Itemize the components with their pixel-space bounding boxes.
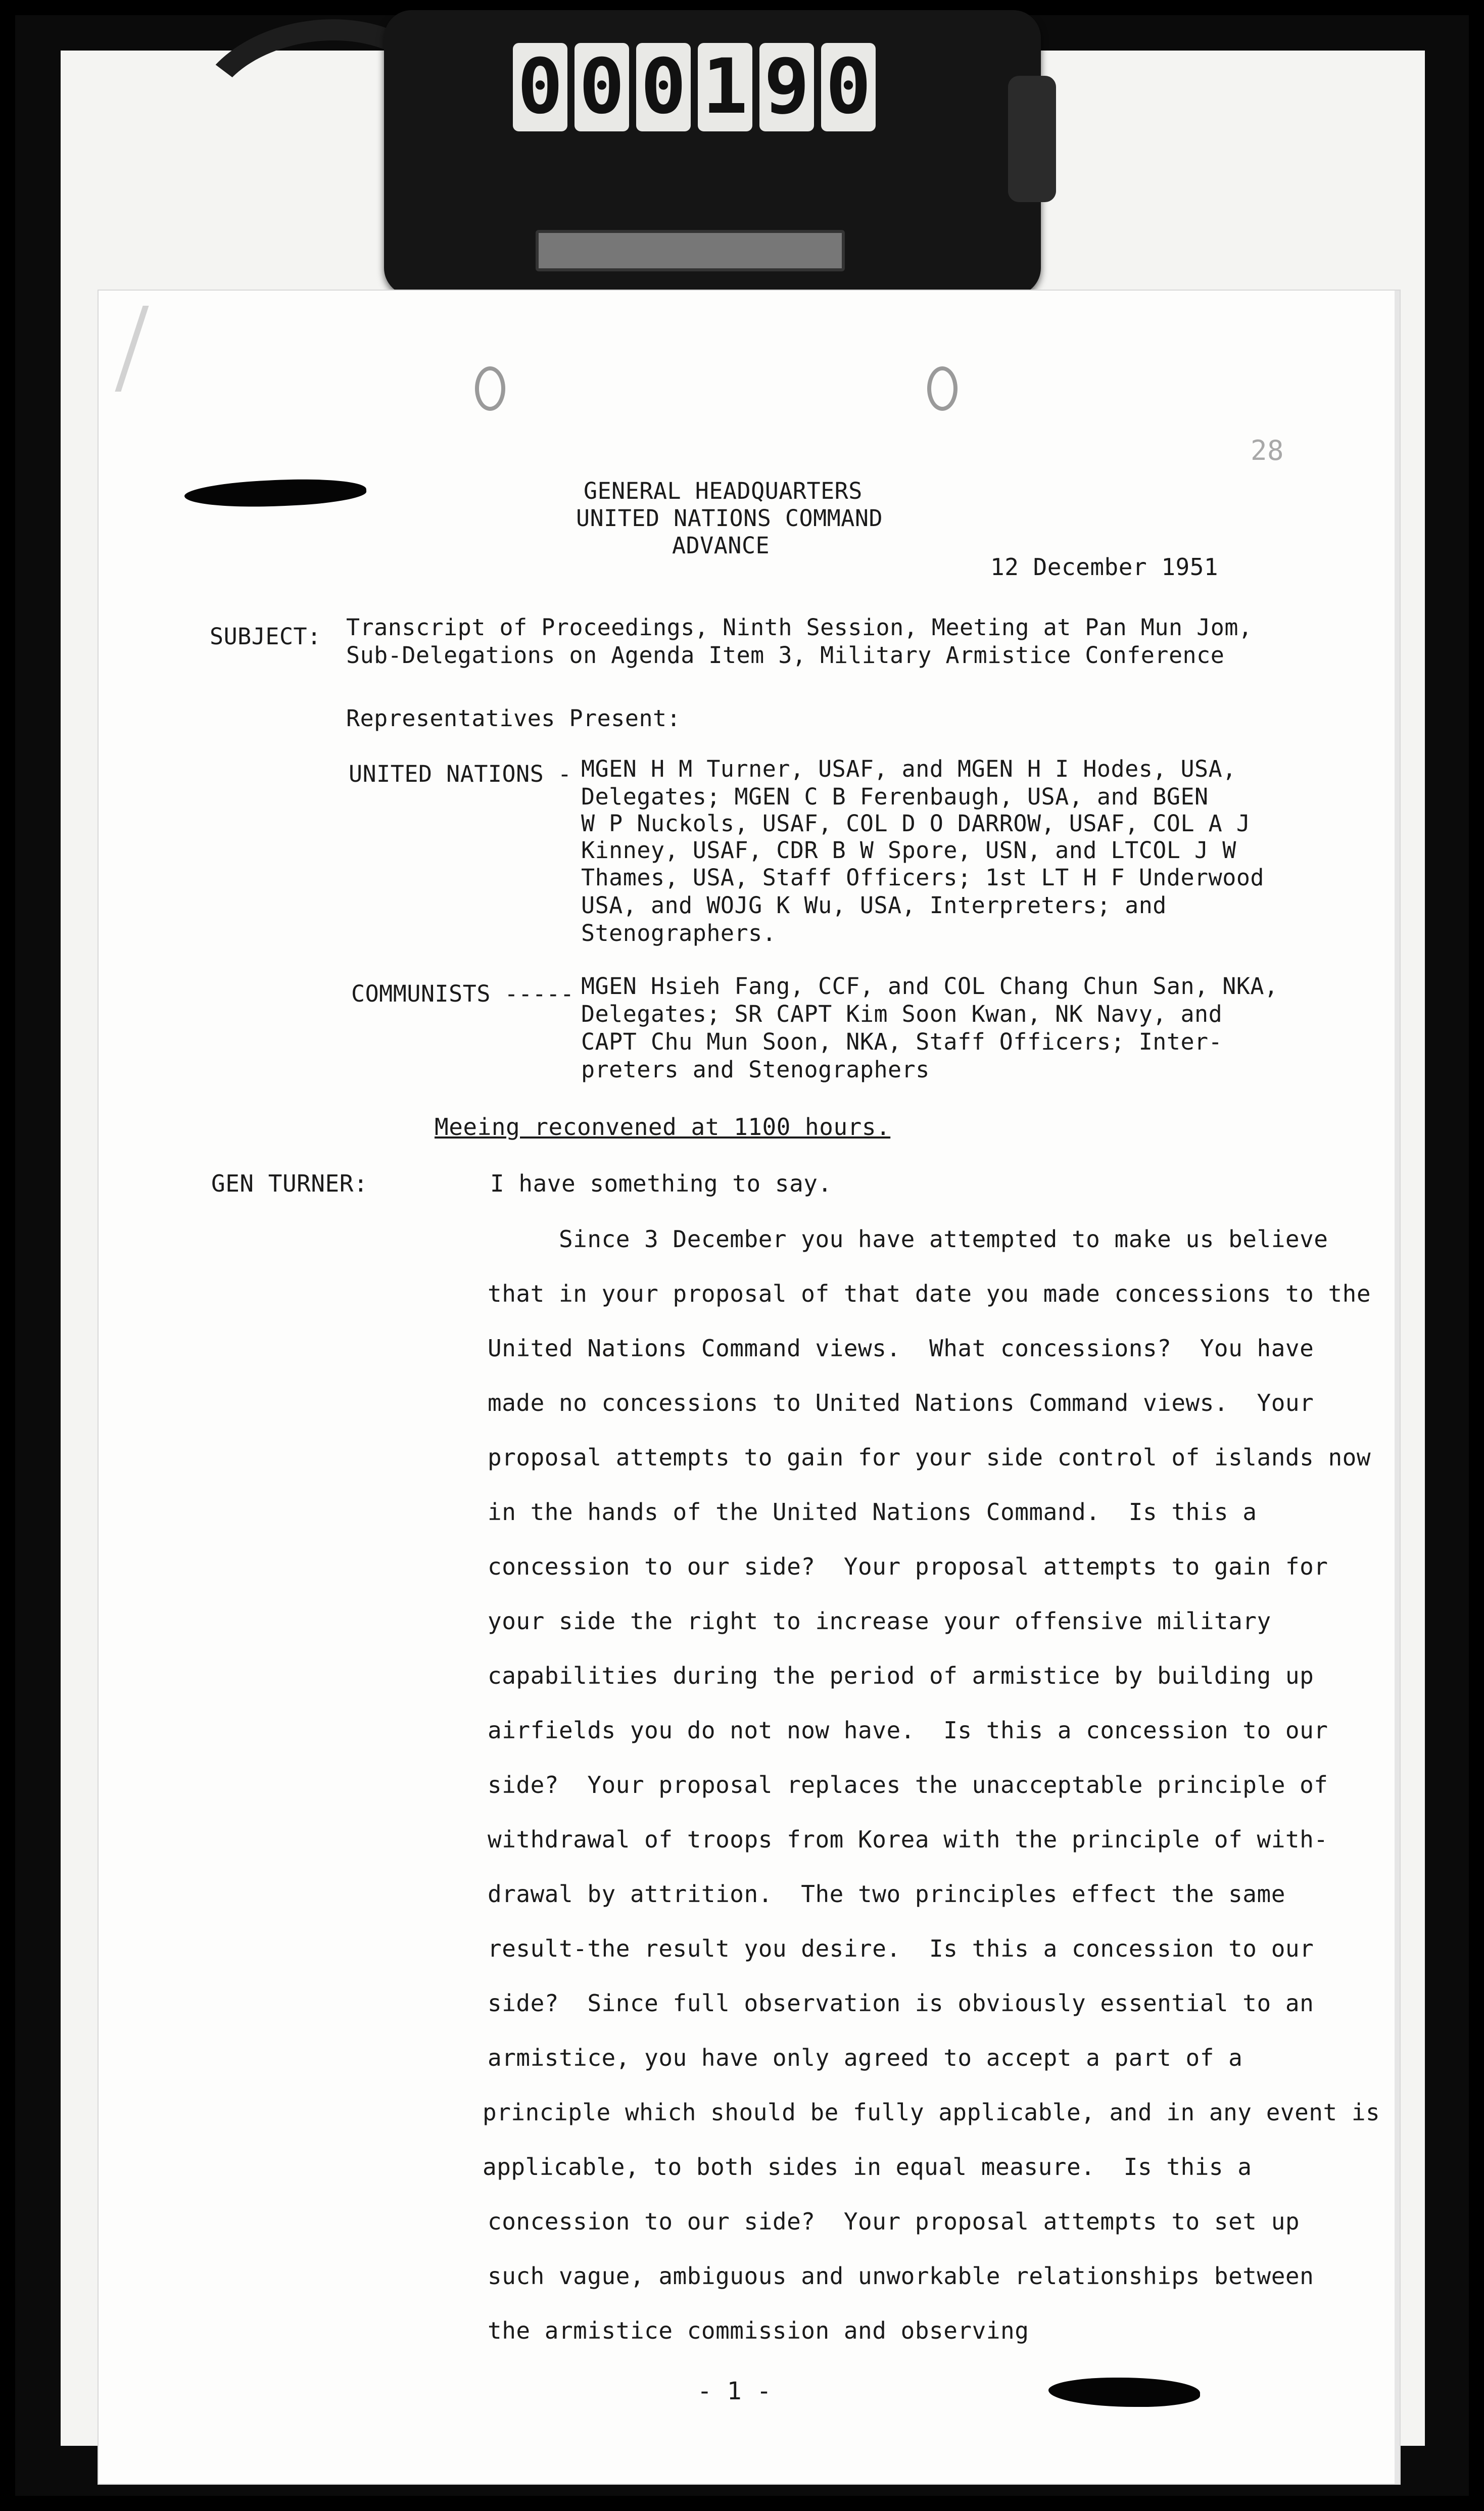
counter-digit: 0 — [575, 43, 629, 131]
counter-plate — [536, 230, 845, 271]
body-line: capabilities during the period of armistice by building up — [488, 1662, 1314, 1689]
body-line: the armistice commission and observing — [488, 2317, 1029, 2344]
subject-label: SUBJECT: — [210, 623, 321, 650]
header-line-3: ADVANCE — [672, 532, 770, 559]
body-line: that in your proposal of that date you made concessions to the — [488, 1280, 1371, 1307]
punch-hole-left — [475, 366, 505, 411]
un-line: Kinney, USAF, CDR B W Spore, USN, and LTCOL J W — [581, 837, 1236, 864]
punch-hole-right — [927, 366, 958, 411]
counter-knob — [1008, 76, 1056, 202]
body-line: your side the right to increase your offensive military — [488, 1607, 1271, 1635]
counter-digit: 1 — [698, 43, 752, 131]
counter-digits — [513, 43, 876, 131]
communists-label: COMMUNISTS ----- — [351, 980, 575, 1007]
speaker-label: GEN TURNER: — [211, 1170, 368, 1197]
body-line: withdrawal of troops from Korea with the principle of with- — [488, 1826, 1328, 1853]
header-line-2: UNITED NATIONS COMMAND — [576, 505, 883, 532]
body-line: armistice, you have only agreed to accept a part of a — [488, 2044, 1243, 2071]
body-line: airfields you do not now have. Is this a concession to our — [488, 1717, 1328, 1744]
counter-digit: 0 — [513, 43, 567, 131]
communists-line: Delegates; SR CAPT Kim Soon Kwan, NK Navy, and — [581, 1001, 1223, 1027]
body-line: concession to our side? Your proposal attempts to set up — [488, 2208, 1300, 2235]
un-line: Delegates; MGEN C B Ferenbaugh, USA, and BGEN — [581, 783, 1209, 810]
page-footer: - 1 - — [697, 2377, 772, 2405]
communists-line: CAPT Chu Mun Soon, NKA, Staff Officers; Inter- — [581, 1028, 1223, 1055]
counter-digit: 0 — [821, 43, 876, 131]
un-line: USA, and WOJG K Wu, USA, Interpreters; and — [581, 892, 1167, 919]
body-line: such vague, ambiguous and unworkable relationships between — [488, 2262, 1314, 2290]
un-label: UNITED NATIONS - — [349, 761, 572, 787]
body-line: United Nations Command views. What concessions? You have — [488, 1335, 1314, 1362]
body-line: result-the result you desire. Is this a concession to our — [488, 1935, 1314, 1962]
body-line: in the hands of the United Nations Command. Is this a — [488, 1498, 1257, 1526]
meeting-reconvened: Meeing reconvened at 1100 hours. — [435, 1113, 891, 1141]
un-line: W P Nuckols, USAF, COL D O DARROW, USAF, COL A J — [581, 810, 1251, 837]
header-line-1: GENERAL HEADQUARTERS — [584, 478, 863, 504]
subject-line-2: Sub-Delegations on Agenda Item 3, Military Armistice Conference — [346, 642, 1225, 669]
corner-mark — [115, 306, 255, 392]
body-line: drawal by attrition. The two principles effect the same — [488, 1880, 1285, 1908]
redaction-mark — [184, 476, 367, 511]
document-date: 12 December 1951 — [990, 553, 1219, 581]
un-line: Stenographers. — [581, 920, 777, 946]
subject-line-1: Transcript of Proceedings, Ninth Session, Meeting at Pan Mun Jom, — [346, 614, 1253, 641]
body-line: principle which should be fully applicable, and in any event is — [483, 2099, 1380, 2126]
body-line: made no concessions to United Nations Command views. Your — [488, 1389, 1314, 1416]
counter-digit: 9 — [759, 43, 814, 131]
un-line: MGEN H M Turner, USAF, and MGEN H I Hodes, USA, — [581, 755, 1236, 782]
body-line: concession to our side? Your proposal attempts to gain for — [488, 1553, 1328, 1580]
body-line: side? Your proposal replaces the unacceptable principle of — [488, 1771, 1328, 1798]
speaker-first-line: I have something to say. — [490, 1170, 832, 1197]
counter-digit: 0 — [636, 43, 691, 131]
body-line: proposal attempts to gain for your side control of islands now — [488, 1444, 1371, 1471]
body-line: side? Since full observation is obviously essential to an — [488, 1989, 1314, 2017]
representatives-heading: Representatives Present: — [346, 705, 681, 732]
corner-page-number: 28 — [1251, 435, 1284, 466]
communists-line: MGEN Hsieh Fang, CCF, and COL Chang Chun San, NKA, — [581, 973, 1278, 1000]
un-line: Thames, USA, Staff Officers; 1st LT H F Underwood — [581, 864, 1265, 891]
communists-line: preters and Stenographers — [581, 1056, 930, 1083]
body-line: applicable, to both sides in equal measure. Is this a — [483, 2153, 1252, 2181]
body-line: Since 3 December you have attempted to make us believe — [488, 1225, 1328, 1253]
